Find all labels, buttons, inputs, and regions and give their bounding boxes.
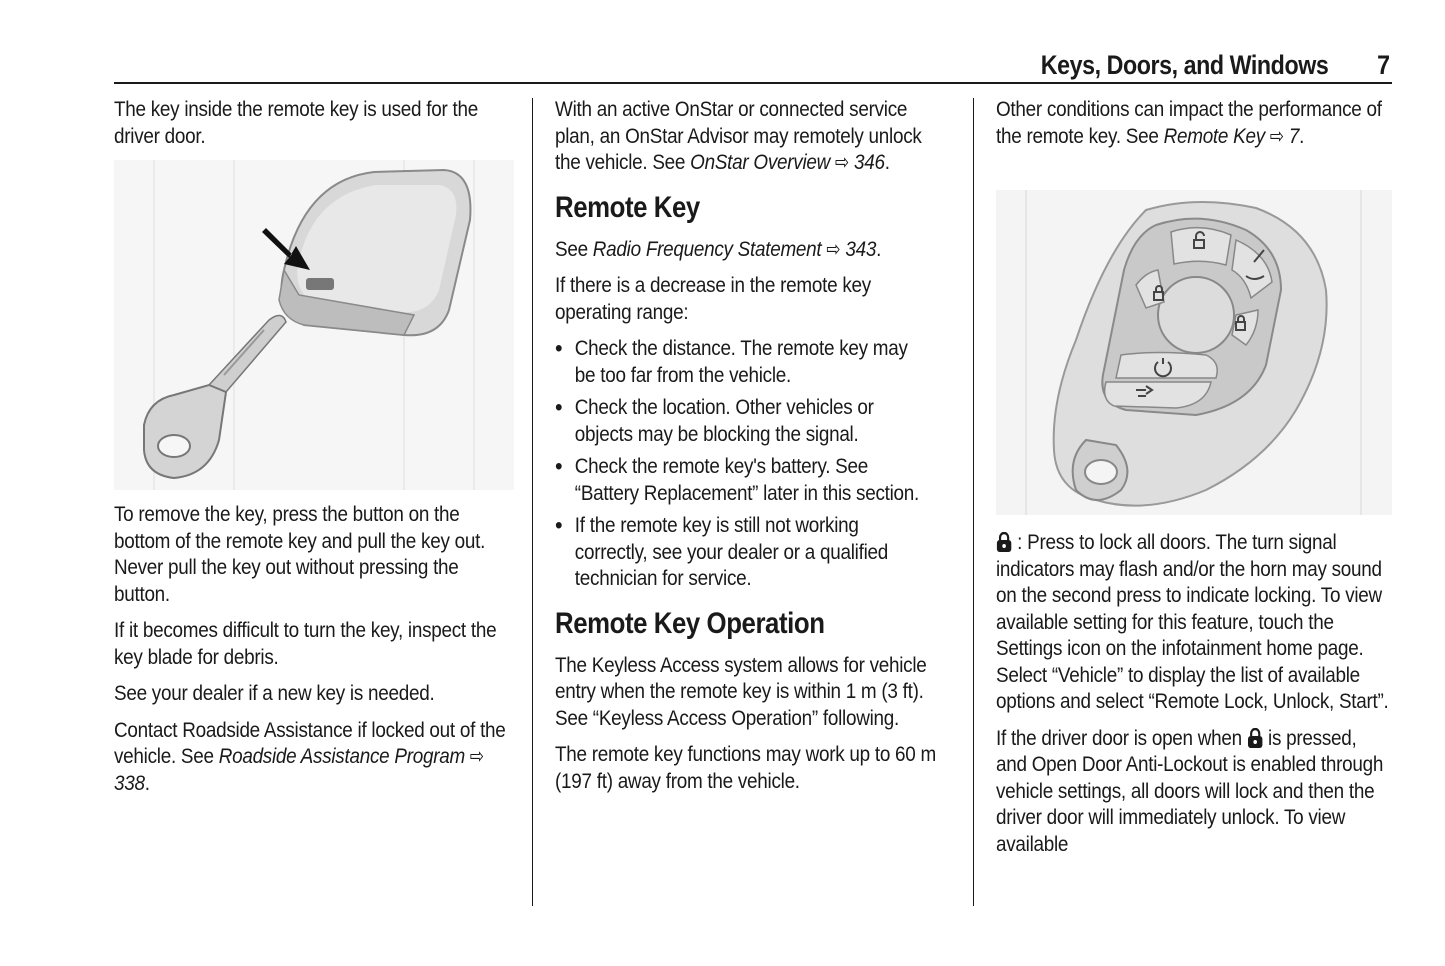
text: : Press to lock all doors. The turn signal indicators may flash and/or the horn may sound on the second press to indicate locking. To view available setting for this feature, touch the Settings icon on the infotainment home page. Select “Vehicle” to display the list of available options and select “Remote Lock, Unlock, Start”. [996,531,1389,713]
paragraph: Contact Roadside Assistance if locked out of the vehicle. See Roadside Assistance Program ⇨ 338. [114,718,506,795]
lock-icon [1247,728,1263,748]
lock-icon [996,532,1012,552]
paragraph [996,726,1392,859]
paragraph: If it becomes difficult to turn the key, inspect the key blade for debris. [114,619,497,669]
text: Other conditions can impact the performance of the remote key. See [996,98,1382,148]
left-column-lower [114,502,514,807]
list-item: • Check the distance. The remote key may be too far from the vehicle. [555,336,928,389]
text: If the driver door is open when [996,726,1247,750]
list-item: • If the remote key is still not working correctly, see your dealer or a qualified technician for service. [555,513,928,593]
column-divider [973,98,974,906]
page-number: 7 [1377,50,1390,80]
paragraph: The key inside the remote key is used for the driver door. [114,98,478,148]
section-title: Keys, Doors, and Windows [1040,50,1328,80]
page-reference[interactable]: 338 [114,771,145,795]
paragraph: Other conditions can impact the performance of the remote key. See Remote Key ⇨ 7. [996,98,1382,148]
paragraph: See your dealer if a new key is needed. [114,682,435,705]
center-button [1158,277,1234,353]
page-reference[interactable]: 346 [853,151,885,174]
paragraph: The Keyless Access system allows for vehicle entry when the remote key is within 1 m (3 ft). See “Keyless Access Operation” following. [555,653,927,730]
text: See [555,237,593,261]
section-heading: Remote Key [555,190,700,224]
paragraph: To remove the key, press the button on the bottom of the remote key and pull the key out. Never pull the key out without pressing the button. [114,503,486,606]
paragraph: See Radio Frequency Statement ⇨ 343. [555,237,882,261]
paragraph: If there is a decrease in the remote key operating range: [555,274,871,324]
remote-key-fob-illustration [996,190,1392,515]
ref-arrow-icon: ⇨ [834,151,849,174]
paragraph: The remote key functions may work up to 60 m (197 ft) away from the vehicle. [555,743,936,793]
ref-arrow-icon: ⇨ [1269,124,1284,148]
release-button-icon [306,278,334,290]
unlock-button [1171,228,1231,265]
text: With an active OnStar or connected service plan, an OnStar Advisor may remotely unlock the vehicle. See [555,98,922,174]
bullet-list [555,336,947,593]
left-column [114,97,514,160]
cross-reference-link[interactable]: Radio Frequency Statement [592,237,822,261]
list-item: • Check the remote key's battery. See “Battery Replacement” later in this section. [555,454,928,507]
cross-reference-link[interactable]: Remote Key [1163,124,1265,148]
list-item: • Check the location. Other vehicles or objects may be blocking the signal. [555,395,928,448]
remote-start-button [1116,353,1217,379]
right-column-lower [996,530,1392,868]
text: Contact Roadside Assistance if locked out of the vehicle. See [114,718,506,768]
ref-arrow-icon: ⇨ [826,237,841,261]
middle-column [555,97,947,805]
paragraph: With an active OnStar or connected service plan, an OnStar Advisor may remotely unlock the vehicle. See OnStar Overview ⇨ 346. [555,98,922,174]
paragraph [996,530,1392,716]
right-column [996,97,1392,160]
cross-reference-link[interactable]: Roadside Assistance Program [218,745,465,768]
page-reference[interactable]: 7 [1288,124,1300,148]
ref-arrow-icon: ⇨ [469,745,484,768]
cross-reference-link[interactable]: OnStar Overview [690,151,831,174]
text: is pressed, and Open Door Anti-Lockout is enabled through vehicle settings, all doors will lock and then the driver door will immediately unlock. To view available [996,726,1384,856]
column-divider [532,98,533,906]
page-reference[interactable]: 343 [845,237,877,261]
page-header [114,48,1392,84]
key-removal-illustration [114,160,514,490]
section-heading: Remote Key Operation [555,606,825,640]
